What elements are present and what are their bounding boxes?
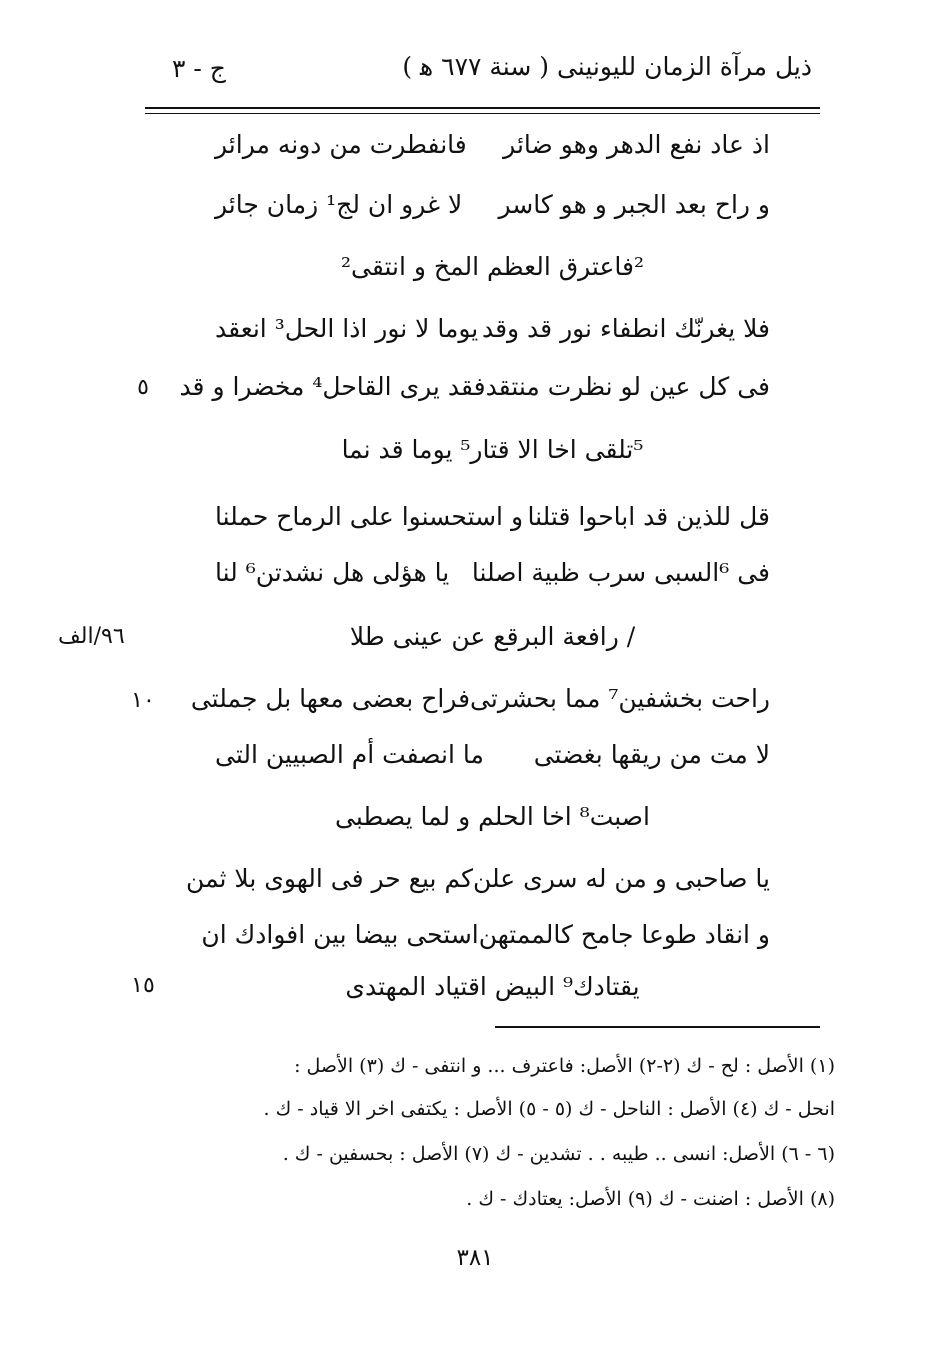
footnote-rule [495,1026,820,1028]
hemistich-left: كم بيع حر فى الهوى بلا ثمن [186,864,473,893]
hemistich-left: ما انصفت أم الصبيين التى [215,740,484,769]
hemistich-right: و راح بعد الجبر و هو كاسر [498,190,770,219]
hemistich-left: فانفطرت من دونه مرائر [215,130,467,159]
page-number: ٣٨١ [456,1245,494,1271]
folio-margin-note: ٩٦/الف [58,624,125,649]
hemistich-left: يا هؤلى هل نشدتن⁶ لنا [215,558,450,587]
footnote-line: انحل - ك (٤) الأصل : الناحل - ك (٥ - ٥) الأصل : يكتفى اخر الا قياد - ك . [263,1098,835,1120]
line-number: ١٥ [131,973,155,998]
verse-line [215,500,770,534]
hemistich-right: لا مت من ريقها بغضتى [533,740,770,769]
verse-line [215,738,770,772]
verse-line-centered: ²فاعترق العظم المخ و انتقى² [341,252,644,281]
running-title: ذيل مرآة الزمان لليونينى ( سنة ٦٧٧ ﻫ ) [402,52,812,81]
line-number: ١٠ [131,688,155,713]
verse-line-centered: يقتادك⁹ البيض اقتياد المهتدى [345,972,640,1001]
verse-line [215,312,770,346]
line-number: ٥ [137,375,149,400]
hemistich-right: و انقاد طوعا جامح كالممتهن [478,920,770,949]
footnote-line: (١) الأصل : لح - ك (٢-٢) الأصل: فاعترف ... و انتفى - ك (٣) الأصل : [294,1055,835,1077]
hemistich-right: فلا يغرنّك انطفاء نور قد وقد [481,314,770,343]
verse-line [201,918,770,952]
hemistich-right: فى كل عين لو نظرت منتقد [485,372,770,401]
hemistich-left: يوما لا نور اذا الحل³ انعقد [215,314,479,343]
hemistich-left: فراح بعضى معها بل جملتى [190,684,471,713]
verse-line [215,128,770,162]
verse-line [179,370,770,404]
verse-line [190,682,770,716]
verse-line [215,556,770,590]
hemistich-left: استحى بيضا بين افوادك ان [201,920,479,949]
header-rule-thin [145,113,820,114]
hemistich-right: راحت بخشفين⁷ مما بحشرتى [470,684,770,713]
hemistich-right: قل للذين قد اباحوا قتلنا [527,502,770,531]
hemistich-left: لا غرو ان لج¹ زمان جائر [215,190,463,219]
hemistich-right: فى ⁶السبى سرب ظبية اصلنا [471,558,770,587]
verse-line-centered: / رافعة البرقع عن عينى طلا [349,622,636,651]
footnote-line: (٨) الأصل : اضنت - ك (٩) الأصل: يعتادك - ك . [466,1188,835,1210]
verse-line [186,862,770,896]
hemistich-left: و استحسنوا على الرماح حملنا [215,502,524,531]
verse-line [215,188,770,222]
volume-label: ج - ٣ [172,54,226,83]
verse-line-centered: اصبت⁸ اخا الحلم و لما يصطبى [335,802,650,831]
footnote-line: (٦ - ٦) الأصل: انسى .. طيبه . . تشدين - ك (٧) الأصل : بحسفين - ك . [282,1143,835,1165]
header-rule-thick [145,107,820,109]
hemistich-right: اذ عاد نفع الدهر وهو ضائر [503,130,770,159]
hemistich-right: يا صاحبى و من له سرى علن [473,864,770,893]
verse-line-centered: ⁵تلقى اخا الا قتار⁵ يوما قد نما [341,435,644,464]
hemistich-left: فقد يرى القاحل⁴ مخضرا و قد [179,372,486,401]
